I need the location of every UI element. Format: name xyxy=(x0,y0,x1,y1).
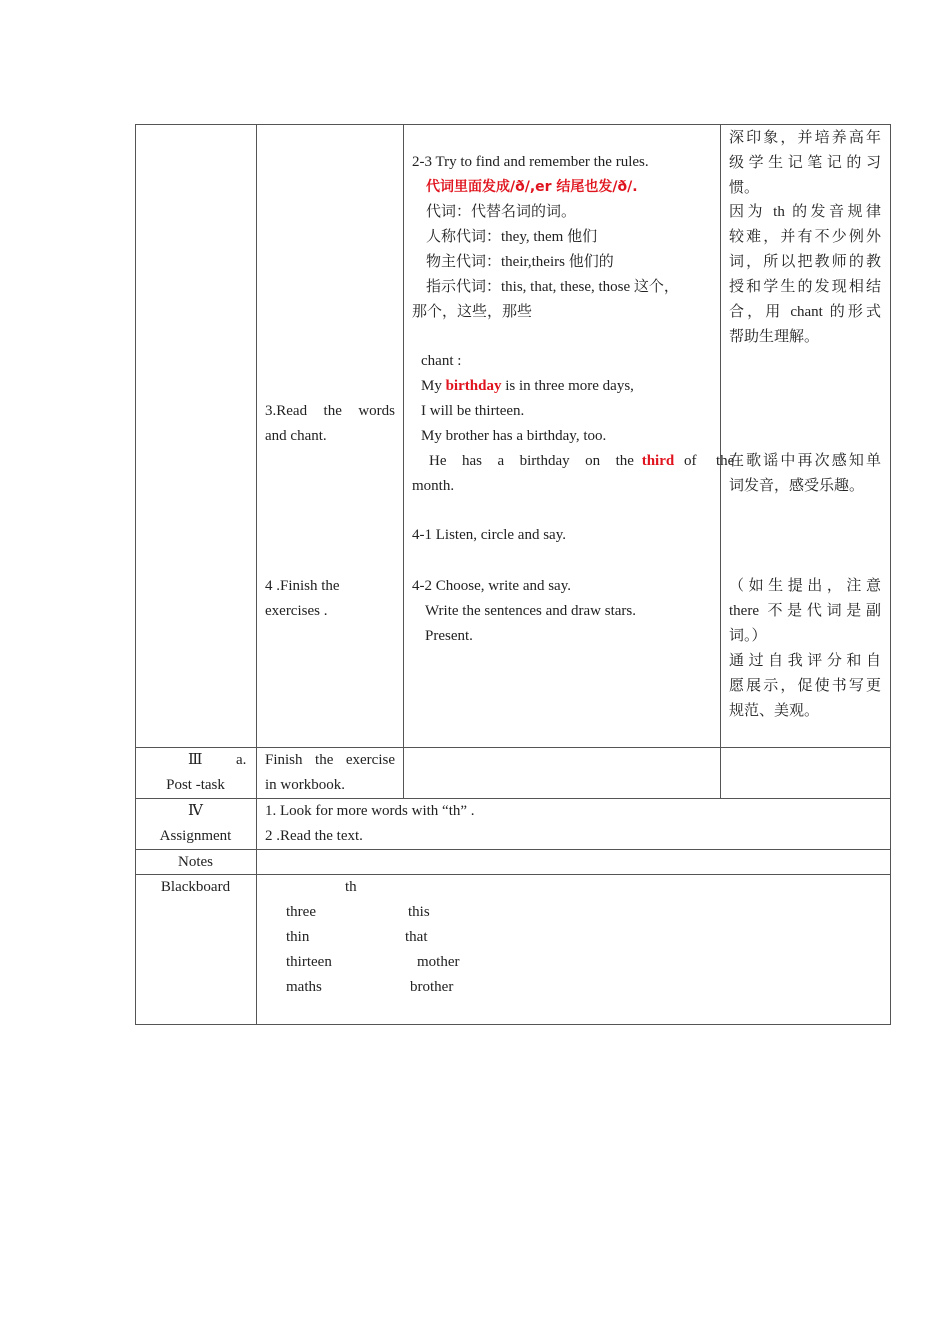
purpose-line-10: 在歌谣中再次感知单 xyxy=(729,453,881,469)
purpose-line-8: 合，用 chant 的形式 xyxy=(729,304,881,320)
column-divider-2 xyxy=(403,124,404,798)
purpose-line-9: 帮助生理解。 xyxy=(729,329,820,345)
table-bottom-border xyxy=(135,1024,891,1025)
personal-pronouns: 人称代词：they, them 他们 xyxy=(426,229,598,245)
blackboard-right-word: mother xyxy=(417,954,460,970)
chant-highlight-birthday: birthday xyxy=(445,378,502,394)
purpose-line-13: there 不是代词是副 xyxy=(729,603,881,619)
step-4-2-present: Present. xyxy=(425,628,473,644)
column-divider-1 xyxy=(256,124,257,1025)
demonstrative-pronouns: 指示代词：this, that, these, those 这个， xyxy=(426,279,679,295)
purpose-line-5: 较难，并有不少例外 xyxy=(729,229,881,245)
purpose-line-12: （如生提出，注意 xyxy=(729,578,881,594)
table-right-border xyxy=(890,124,891,1025)
post-task-label-number: Ⅲ xyxy=(188,752,203,768)
possessive-pronouns: 物主代词：their,theirs 他们的 xyxy=(426,254,614,270)
purpose-line-14: 词。） xyxy=(729,628,767,644)
purpose-line-11: 词发音，感受乐趣。 xyxy=(729,478,865,494)
table-top-border xyxy=(135,124,891,125)
step-4-2: 4-2 Choose, write and say. xyxy=(412,578,571,594)
blackboard-right-word: brother xyxy=(410,979,454,995)
blackboard-left-word: three xyxy=(286,904,316,920)
purpose-line-7: 授和学生的发现相结 xyxy=(729,279,881,295)
purpose-line-6: 词，所以把教师的教 xyxy=(729,254,881,270)
notes-label: Notes xyxy=(178,854,213,870)
post-task-content-line-2: in workbook. xyxy=(265,777,345,793)
chant-line-1-start: My xyxy=(421,378,446,394)
chant-line-3: My brother has a birthday, too. xyxy=(421,428,607,444)
row-divider-post-task xyxy=(135,747,891,748)
purpose-line-2: 级学生记笔记的习 xyxy=(729,155,881,171)
purpose-line-3: 惯。 xyxy=(729,180,760,196)
rule-line: 代词里面发成/ð/,er 结尾也发/ð/. xyxy=(426,179,638,195)
step-4-2-sentences: Write the sentences and draw stars. xyxy=(425,603,636,619)
step-4-1: 4-1 Listen, circle and say. xyxy=(412,527,566,543)
blackboard-left-word: thirteen xyxy=(286,954,332,970)
blackboard-right-word: that xyxy=(405,929,428,945)
chant-line-1-end: is in three more days, xyxy=(501,378,634,394)
pronoun-definition: 代词：代替名词的词。 xyxy=(426,204,577,220)
chant-line-2: I will be thirteen. xyxy=(421,403,525,419)
chant-line-4-start: He has a birthday on the xyxy=(429,453,642,469)
post-task-label-letter: a. xyxy=(236,752,247,768)
blackboard-left-word: thin xyxy=(286,929,310,945)
chant-line-4 xyxy=(429,449,735,474)
blackboard-heading: th xyxy=(345,879,357,895)
blackboard-right-word: this xyxy=(408,904,430,920)
chant-line-1 xyxy=(421,374,634,399)
post-task-content-line-1: Finish the exercise xyxy=(265,752,395,768)
chant-highlight-third: third xyxy=(641,453,675,469)
purpose-line-4: 因为 th 的发音规律 xyxy=(729,204,881,220)
chant-line-5: month. xyxy=(412,478,455,494)
procedure-step-3-line-2: and chant. xyxy=(265,428,327,444)
demonstrative-pronouns-cont: 那个，这些，那些 xyxy=(412,304,533,320)
post-task-label: Post -task xyxy=(166,777,225,793)
blackboard-left-word: maths xyxy=(286,979,322,995)
assignment-item-1: 1. Look for more words with “th” . xyxy=(265,803,475,819)
purpose-line-17: 规范、美观。 xyxy=(729,703,820,719)
procedure-step-4-line-2: exercises . xyxy=(265,603,328,619)
purpose-line-15: 通过自我评分和自 xyxy=(729,653,881,669)
procedure-step-4-line-1: 4 .Finish the xyxy=(265,578,340,594)
purpose-line-16: 愿展示，促使书写更 xyxy=(729,678,881,694)
procedure-step-3-line-1: 3.Read the words xyxy=(265,403,395,419)
purpose-line-1: 深印象，并培养高年 xyxy=(729,130,881,146)
assignment-label: Assignment xyxy=(159,828,232,844)
assignment-label-number: Ⅳ xyxy=(188,803,203,819)
step-2-3-header: 2-3 Try to find and remember the rules. xyxy=(412,154,649,170)
assignment-item-2: 2 .Read the text. xyxy=(265,828,363,844)
chant-line-4-end: of the xyxy=(674,453,735,469)
chant-label: chant : xyxy=(421,353,462,369)
blackboard-label: Blackboard xyxy=(160,879,231,895)
